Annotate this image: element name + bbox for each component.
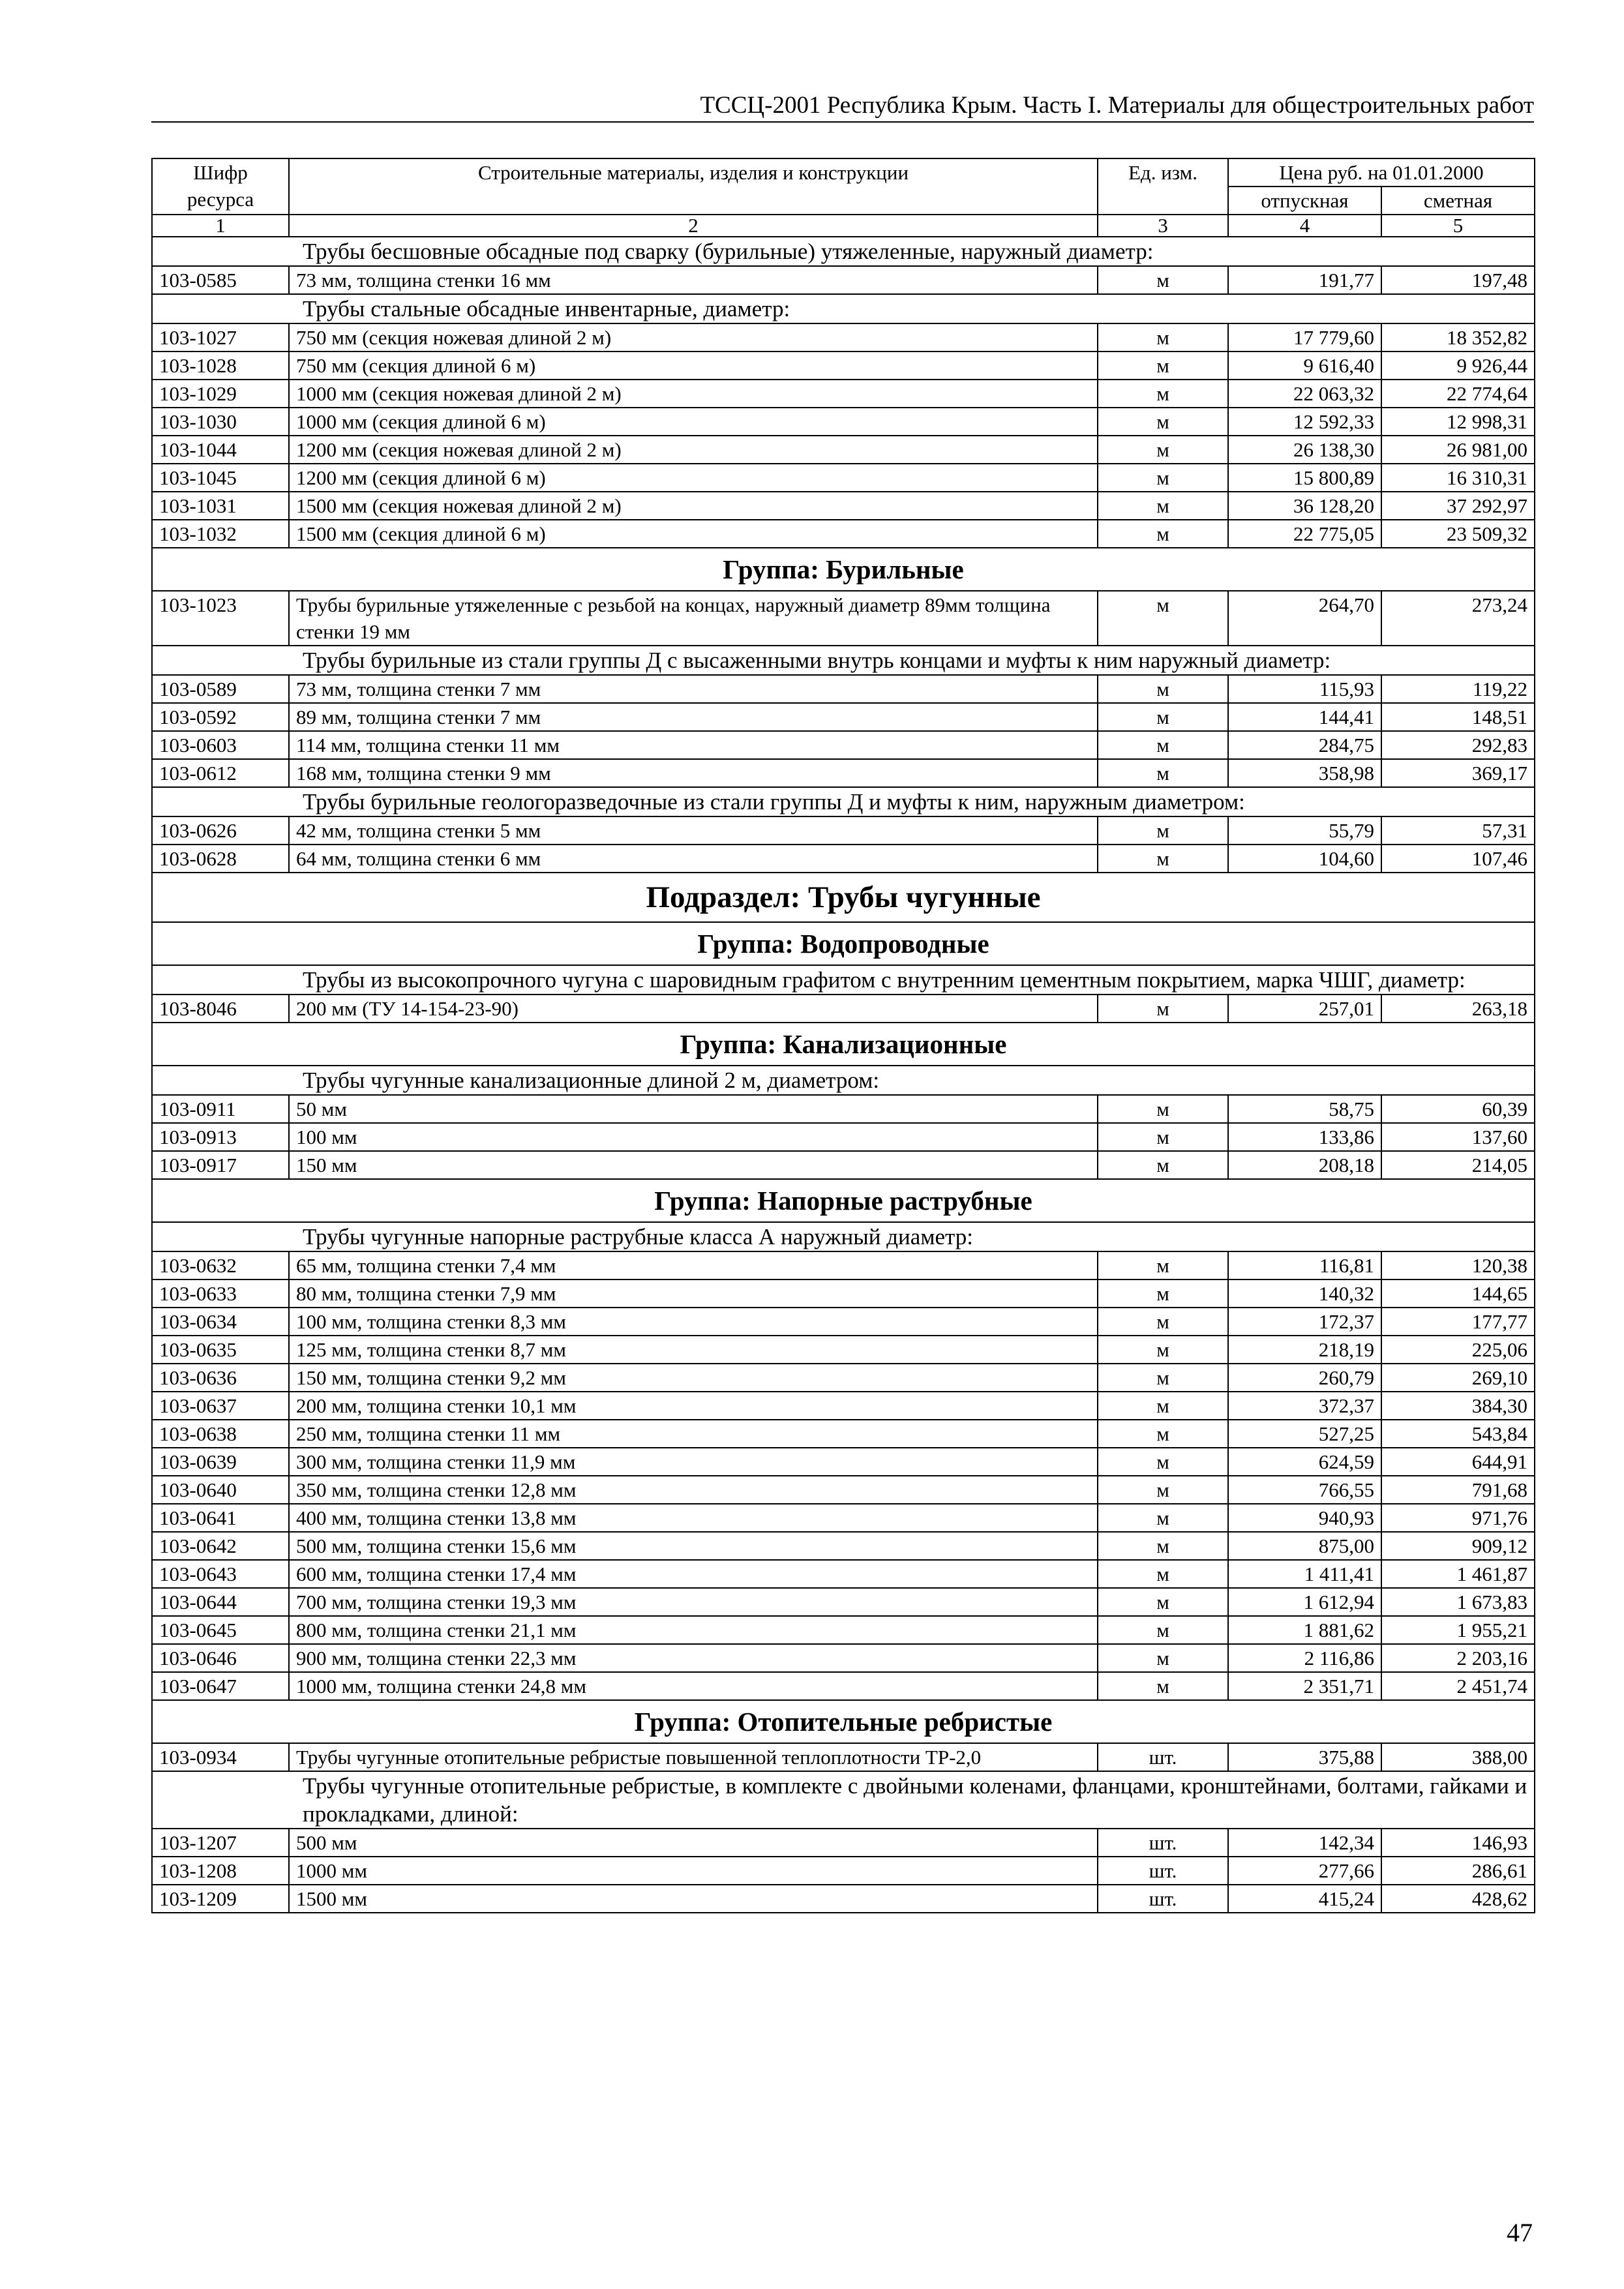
unit-cell: м [1098, 1672, 1228, 1700]
unit-cell: м [1098, 266, 1228, 294]
wholesale-price: 2 116,86 [1228, 1644, 1381, 1672]
estimate-price: 37 292,97 [1381, 492, 1535, 520]
resource-code: 103-0612 [152, 759, 289, 787]
unit-cell: шт. [1098, 1885, 1228, 1913]
table-row [152, 1095, 1535, 1123]
resource-code: 103-1207 [152, 1829, 289, 1857]
material-name: 250 мм, толщина стенки 11 мм [289, 1420, 1098, 1448]
resource-code: 103-0913 [152, 1123, 289, 1151]
resource-code: 103-0633 [152, 1279, 289, 1308]
table-row [152, 1743, 1535, 1771]
material-name: 1000 мм, толщина стенки 24,8 мм [289, 1672, 1098, 1700]
item-caption: Трубы чугунные напорные раструбные класса А наружный диаметр: [152, 1222, 1535, 1251]
table-row [152, 845, 1535, 873]
resource-code: 103-0639 [152, 1448, 289, 1476]
wholesale-price: 2 351,71 [1228, 1672, 1381, 1700]
subsection-heading: Подраздел: Трубы чугунные [152, 873, 1535, 922]
resource-code: 103-0628 [152, 845, 289, 873]
unit-cell: м [1098, 1532, 1228, 1560]
wholesale-price: 22 063,32 [1228, 380, 1381, 408]
resource-code: 103-1032 [152, 520, 289, 548]
unit-cell: м [1098, 1504, 1228, 1532]
wholesale-price: 766,55 [1228, 1476, 1381, 1504]
wholesale-price: 372,37 [1228, 1392, 1381, 1420]
wholesale-price: 58,75 [1228, 1095, 1381, 1123]
wholesale-price: 277,66 [1228, 1857, 1381, 1885]
unit-cell: м [1098, 1095, 1228, 1123]
item-caption: Трубы бесшовные обсадные под сварку (бурильные) утяжеленные, наружный диаметр: [152, 237, 1535, 266]
item-caption: Трубы чугунные отопительные ребристые, в комплекте с двойными коленами, фланцами, кронштейнами, болтами, гайками и прокладками, длиной: [152, 1771, 1535, 1829]
unit-cell: м [1098, 1151, 1228, 1179]
caption-row [152, 1771, 1535, 1829]
caption-row [152, 646, 1535, 675]
wholesale-price: 284,75 [1228, 731, 1381, 759]
estimate-price: 791,68 [1381, 1476, 1535, 1504]
item-caption: Трубы стальные обсадные инвентарные, диаметр: [152, 294, 1535, 323]
material-name: 1000 мм (секция длиной 6 м) [289, 408, 1098, 436]
group-heading: Группа: Канализационные [152, 1023, 1535, 1066]
table-row [152, 492, 1535, 520]
unit-cell: м [1098, 845, 1228, 873]
wholesale-price: 144,41 [1228, 703, 1381, 731]
resource-code: 103-0642 [152, 1532, 289, 1560]
table-row [152, 591, 1535, 646]
resource-code: 103-1023 [152, 591, 289, 646]
estimate-price: 18 352,82 [1381, 323, 1535, 352]
header-wholesale: отпускная [1228, 187, 1381, 215]
estimate-price: 369,17 [1381, 759, 1535, 787]
wholesale-price: 22 775,05 [1228, 520, 1381, 548]
table-row [152, 436, 1535, 464]
material-name: 150 мм [289, 1151, 1098, 1179]
resource-code: 103-0603 [152, 731, 289, 759]
resource-code: 103-0911 [152, 1095, 289, 1123]
material-name: 600 мм, толщина стенки 17,4 мм [289, 1560, 1098, 1588]
caption-row [152, 1066, 1535, 1095]
estimate-price: 9 926,44 [1381, 352, 1535, 380]
resource-code: 103-8046 [152, 995, 289, 1023]
unit-cell: м [1098, 731, 1228, 759]
table-header-row [152, 158, 1535, 187]
table-row [152, 675, 1535, 703]
material-name: 1500 мм (секция длиной 6 м) [289, 520, 1098, 548]
table-row [152, 816, 1535, 845]
wholesale-price: 260,79 [1228, 1364, 1381, 1392]
table-row [152, 1420, 1535, 1448]
estimate-price: 137,60 [1381, 1123, 1535, 1151]
estimate-price: 148,51 [1381, 703, 1535, 731]
resource-code: 103-0637 [152, 1392, 289, 1420]
estimate-price: 107,46 [1381, 845, 1535, 873]
header-unit: Ед. изм. [1098, 158, 1228, 215]
table-row [152, 1123, 1535, 1151]
table-row [152, 1588, 1535, 1616]
estimate-price: 1 673,83 [1381, 1588, 1535, 1616]
material-name: 150 мм, толщина стенки 9,2 мм [289, 1364, 1098, 1392]
page-number: 47 [1507, 2218, 1533, 2247]
unit-cell: м [1098, 352, 1228, 380]
wholesale-price: 133,86 [1228, 1123, 1381, 1151]
wholesale-price: 191,77 [1228, 266, 1381, 294]
resource-code: 103-0638 [152, 1420, 289, 1448]
unit-cell: м [1098, 816, 1228, 845]
item-caption: Трубы из высокопрочного чугуна с шаровидным графитом с внутренним цементным покрытием, марка ЧШГ, диаметр: [152, 965, 1535, 995]
unit-cell: м [1098, 520, 1228, 548]
wholesale-price: 940,93 [1228, 1504, 1381, 1532]
column-number-row [152, 215, 1535, 237]
resource-code: 103-0636 [152, 1364, 289, 1392]
resource-code: 103-1029 [152, 380, 289, 408]
table-row [152, 1829, 1535, 1857]
material-name: 1000 мм (секция ножевая длиной 2 м) [289, 380, 1098, 408]
unit-cell: м [1098, 1392, 1228, 1420]
material-name: 400 мм, толщина стенки 13,8 мм [289, 1504, 1098, 1532]
wholesale-price: 415,24 [1228, 1885, 1381, 1913]
estimate-price: 2 203,16 [1381, 1644, 1535, 1672]
wholesale-price: 17 779,60 [1228, 323, 1381, 352]
wholesale-price: 1 612,94 [1228, 1588, 1381, 1616]
unit-cell: м [1098, 492, 1228, 520]
material-name: 73 мм, толщина стенки 7 мм [289, 675, 1098, 703]
table-row [152, 703, 1535, 731]
wholesale-price: 624,59 [1228, 1448, 1381, 1476]
estimate-price: 269,10 [1381, 1364, 1535, 1392]
unit-cell: м [1098, 995, 1228, 1023]
estimate-price: 12 998,31 [1381, 408, 1535, 436]
estimate-price: 1 461,87 [1381, 1560, 1535, 1588]
resource-code: 103-0646 [152, 1644, 289, 1672]
group-row [152, 922, 1535, 965]
resource-code: 103-0635 [152, 1336, 289, 1364]
resource-code: 103-0626 [152, 816, 289, 845]
column-number: 1 [152, 215, 289, 237]
unit-cell: м [1098, 1308, 1228, 1336]
material-name: 100 мм [289, 1123, 1098, 1151]
material-name: 168 мм, толщина стенки 9 мм [289, 759, 1098, 787]
header-price: Цена руб. на 01.01.2000 [1228, 158, 1535, 187]
page-header-title: ТССЦ-2001 Республика Крым. Часть I. Материалы для общестроительных работ [700, 92, 1534, 119]
estimate-price: 543,84 [1381, 1420, 1535, 1448]
price-table [151, 158, 1535, 1913]
table-row [152, 1392, 1535, 1420]
caption-row [152, 1222, 1535, 1251]
unit-cell: м [1098, 759, 1228, 787]
unit-cell: м [1098, 1364, 1228, 1392]
material-name: 900 мм, толщина стенки 22,3 мм [289, 1644, 1098, 1672]
unit-cell: м [1098, 1279, 1228, 1308]
column-number: 5 [1381, 215, 1535, 237]
unit-cell: м [1098, 408, 1228, 436]
table-row [152, 1644, 1535, 1672]
table-row [152, 464, 1535, 492]
caption-row [152, 294, 1535, 323]
estimate-price: 263,18 [1381, 995, 1535, 1023]
material-name: 500 мм [289, 1829, 1098, 1857]
wholesale-price: 257,01 [1228, 995, 1381, 1023]
table-row [152, 1151, 1535, 1179]
wholesale-price: 208,18 [1228, 1151, 1381, 1179]
header-rule [151, 121, 1534, 123]
material-name: 125 мм, толщина стенки 8,7 мм [289, 1336, 1098, 1364]
caption-row [152, 965, 1535, 995]
unit-cell: м [1098, 1644, 1228, 1672]
estimate-price: 26 981,00 [1381, 436, 1535, 464]
resource-code: 103-0644 [152, 1588, 289, 1616]
wholesale-price: 116,81 [1228, 1251, 1381, 1279]
table-row [152, 1885, 1535, 1913]
table-row [152, 1308, 1535, 1336]
wholesale-price: 875,00 [1228, 1532, 1381, 1560]
unit-cell: м [1098, 323, 1228, 352]
material-name: 1200 мм (секция ножевая длиной 2 м) [289, 436, 1098, 464]
unit-cell: шт. [1098, 1829, 1228, 1857]
unit-cell: шт. [1098, 1743, 1228, 1771]
group-row [152, 548, 1535, 591]
unit-cell: м [1098, 675, 1228, 703]
resource-code: 103-0645 [152, 1616, 289, 1644]
estimate-price: 971,76 [1381, 1504, 1535, 1532]
estimate-price: 22 774,64 [1381, 380, 1535, 408]
resource-code: 103-0589 [152, 675, 289, 703]
estimate-price: 120,38 [1381, 1251, 1535, 1279]
estimate-price: 273,24 [1381, 591, 1535, 646]
unit-cell: м [1098, 464, 1228, 492]
table-row [152, 1476, 1535, 1504]
estimate-price: 384,30 [1381, 1392, 1535, 1420]
unit-cell: м [1098, 1476, 1228, 1504]
group-row [152, 1023, 1535, 1066]
resource-code: 103-0585 [152, 266, 289, 294]
table-row [152, 520, 1535, 548]
wholesale-price: 375,88 [1228, 1743, 1381, 1771]
material-name: 1000 мм [289, 1857, 1098, 1885]
material-name: 50 мм [289, 1095, 1098, 1123]
material-name: 500 мм, толщина стенки 15,6 мм [289, 1532, 1098, 1560]
material-name: Трубы чугунные отопительные ребристые повышенной теплоплотности ТР-2,0 [289, 1743, 1098, 1771]
unit-cell: м [1098, 1420, 1228, 1448]
item-caption: Трубы бурильные из стали группы Д с высаженными внутрь концами и муфты к ним наружный диаметр: [152, 646, 1535, 675]
resource-code: 103-0634 [152, 1308, 289, 1336]
header-name: Строительные материалы, изделия и конструкции [289, 158, 1098, 215]
resource-code: 103-1030 [152, 408, 289, 436]
wholesale-price: 115,93 [1228, 675, 1381, 703]
estimate-price: 57,31 [1381, 816, 1535, 845]
material-name: 64 мм, толщина стенки 6 мм [289, 845, 1098, 873]
wholesale-price: 36 128,20 [1228, 492, 1381, 520]
estimate-price: 60,39 [1381, 1095, 1535, 1123]
material-name: 42 мм, толщина стенки 5 мм [289, 816, 1098, 845]
unit-cell: м [1098, 1560, 1228, 1588]
material-name: 73 мм, толщина стенки 16 мм [289, 266, 1098, 294]
wholesale-price: 218,19 [1228, 1336, 1381, 1364]
resource-code: 103-0632 [152, 1251, 289, 1279]
group-heading: Группа: Напорные раструбные [152, 1179, 1535, 1222]
wholesale-price: 1 881,62 [1228, 1616, 1381, 1644]
resource-code: 103-1209 [152, 1885, 289, 1913]
material-name: 65 мм, толщина стенки 7,4 мм [289, 1251, 1098, 1279]
wholesale-price: 358,98 [1228, 759, 1381, 787]
table-row [152, 1364, 1535, 1392]
material-name: 1200 мм (секция длиной 6 м) [289, 464, 1098, 492]
estimate-price: 1 955,21 [1381, 1616, 1535, 1644]
material-name: 200 мм (ТУ 14-154-23-90) [289, 995, 1098, 1023]
resource-code: 103-0641 [152, 1504, 289, 1532]
unit-cell: м [1098, 1251, 1228, 1279]
estimate-price: 2 451,74 [1381, 1672, 1535, 1700]
wholesale-price: 264,70 [1228, 591, 1381, 646]
wholesale-price: 55,79 [1228, 816, 1381, 845]
wholesale-price: 104,60 [1228, 845, 1381, 873]
table-row [152, 1532, 1535, 1560]
unit-cell: м [1098, 436, 1228, 464]
unit-cell: шт. [1098, 1857, 1228, 1885]
group-row [152, 1700, 1535, 1743]
table-row [152, 1560, 1535, 1588]
unit-cell: м [1098, 591, 1228, 646]
estimate-price: 286,61 [1381, 1857, 1535, 1885]
material-name: Трубы бурильные утяжеленные с резьбой на концах, наружный диаметр 89мм толщина стенки 19 мм [289, 591, 1098, 646]
column-number: 2 [289, 215, 1098, 237]
table-row [152, 731, 1535, 759]
column-number: 3 [1098, 215, 1228, 237]
wholesale-price: 9 616,40 [1228, 352, 1381, 380]
resource-code: 103-0592 [152, 703, 289, 731]
estimate-price: 225,06 [1381, 1336, 1535, 1364]
unit-cell: м [1098, 380, 1228, 408]
material-name: 350 мм, толщина стенки 12,8 мм [289, 1476, 1098, 1504]
resource-code: 103-1031 [152, 492, 289, 520]
table-row [152, 1672, 1535, 1700]
item-caption: Трубы бурильные геологоразведочные из стали группы Д и муфты к ним, наружным диаметром: [152, 787, 1535, 816]
material-name: 750 мм (секция длиной 6 м) [289, 352, 1098, 380]
resource-code: 103-0934 [152, 1743, 289, 1771]
wholesale-price: 142,34 [1228, 1829, 1381, 1857]
column-number: 4 [1228, 215, 1381, 237]
table-row [152, 759, 1535, 787]
wholesale-price: 1 411,41 [1228, 1560, 1381, 1588]
resource-code: 103-1027 [152, 323, 289, 352]
material-name: 200 мм, толщина стенки 10,1 мм [289, 1392, 1098, 1420]
unit-cell: м [1098, 703, 1228, 731]
estimate-price: 146,93 [1381, 1829, 1535, 1857]
material-name: 114 мм, толщина стенки 11 мм [289, 731, 1098, 759]
wholesale-price: 172,37 [1228, 1308, 1381, 1336]
table-row [152, 1616, 1535, 1644]
group-row [152, 1179, 1535, 1222]
caption-row [152, 237, 1535, 266]
table-row [152, 380, 1535, 408]
table-row [152, 266, 1535, 294]
estimate-price: 177,77 [1381, 1308, 1535, 1336]
material-name: 800 мм, толщина стенки 21,1 мм [289, 1616, 1098, 1644]
unit-cell: м [1098, 1448, 1228, 1476]
estimate-price: 214,05 [1381, 1151, 1535, 1179]
unit-cell: м [1098, 1588, 1228, 1616]
table-row [152, 995, 1535, 1023]
wholesale-price: 26 138,30 [1228, 436, 1381, 464]
material-name: 80 мм, толщина стенки 7,9 мм [289, 1279, 1098, 1308]
table-row [152, 323, 1535, 352]
estimate-price: 119,22 [1381, 675, 1535, 703]
wholesale-price: 527,25 [1228, 1420, 1381, 1448]
material-name: 750 мм (секция ножевая длиной 2 м) [289, 323, 1098, 352]
table-row [152, 352, 1535, 380]
table-row [152, 408, 1535, 436]
unit-cell: м [1098, 1123, 1228, 1151]
table-row [152, 1504, 1535, 1532]
resource-code: 103-0917 [152, 1151, 289, 1179]
material-name: 1500 мм [289, 1885, 1098, 1913]
estimate-price: 909,12 [1381, 1532, 1535, 1560]
material-name: 100 мм, толщина стенки 8,3 мм [289, 1308, 1098, 1336]
estimate-price: 197,48 [1381, 266, 1535, 294]
estimate-price: 23 509,32 [1381, 520, 1535, 548]
header-estimate: сметная [1381, 187, 1535, 215]
group-heading: Группа: Отопительные ребристые [152, 1700, 1535, 1743]
resource-code: 103-0647 [152, 1672, 289, 1700]
subsection-row [152, 873, 1535, 922]
material-name: 89 мм, толщина стенки 7 мм [289, 703, 1098, 731]
resource-code: 103-1208 [152, 1857, 289, 1885]
estimate-price: 16 310,31 [1381, 464, 1535, 492]
estimate-price: 644,91 [1381, 1448, 1535, 1476]
resource-code: 103-0643 [152, 1560, 289, 1588]
estimate-price: 292,83 [1381, 731, 1535, 759]
item-caption: Трубы чугунные канализационные длиной 2 м, диаметром: [152, 1066, 1535, 1095]
resource-code: 103-1044 [152, 436, 289, 464]
table-row [152, 1857, 1535, 1885]
wholesale-price: 15 800,89 [1228, 464, 1381, 492]
resource-code: 103-0640 [152, 1476, 289, 1504]
material-name: 1500 мм (секция ножевая длиной 2 м) [289, 492, 1098, 520]
estimate-price: 428,62 [1381, 1885, 1535, 1913]
resource-code: 103-1045 [152, 464, 289, 492]
table-row [152, 1251, 1535, 1279]
caption-row [152, 787, 1535, 816]
table-row [152, 1336, 1535, 1364]
wholesale-price: 12 592,33 [1228, 408, 1381, 436]
header-code: Шифр ресурса [152, 158, 289, 215]
group-heading: Группа: Бурильные [152, 548, 1535, 591]
resource-code: 103-1028 [152, 352, 289, 380]
table-row [152, 1279, 1535, 1308]
wholesale-price: 140,32 [1228, 1279, 1381, 1308]
price-table-body [152, 158, 1535, 1913]
material-name: 700 мм, толщина стенки 19,3 мм [289, 1588, 1098, 1616]
unit-cell: м [1098, 1616, 1228, 1644]
material-name: 300 мм, толщина стенки 11,9 мм [289, 1448, 1098, 1476]
table-row [152, 1448, 1535, 1476]
unit-cell: м [1098, 1336, 1228, 1364]
estimate-price: 388,00 [1381, 1743, 1535, 1771]
estimate-price: 144,65 [1381, 1279, 1535, 1308]
group-heading: Группа: Водопроводные [152, 922, 1535, 965]
